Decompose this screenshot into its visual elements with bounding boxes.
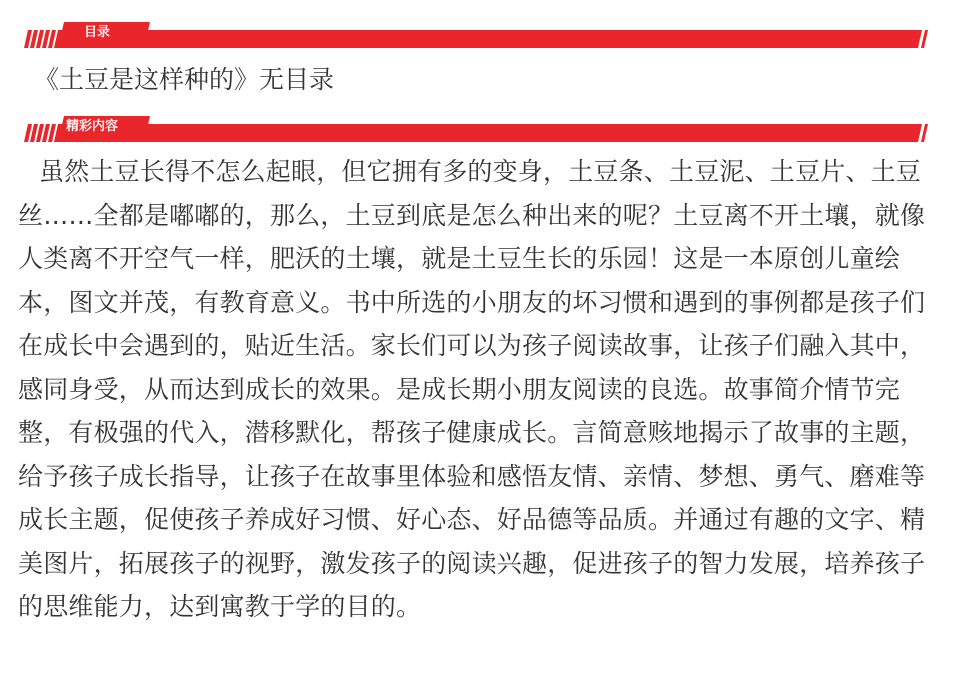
toc-section-label: 目录 [84,25,111,40]
content-header-banner [20,116,928,142]
toc-section-header [20,22,928,48]
content-section-header [20,116,928,142]
content-section-label: 精彩内容 [66,119,119,134]
content-body-text: 虽然土豆长得不怎么起眼，但它拥有多的变身，土豆条、土豆泥、土豆片、土豆丝……全都是嘟嘟的，那么，土豆到底是怎么种出来的呢？土豆离不开土壤，就像人类离不开空气一样，肥沃的土壤，就是土豆生长的乐园！这是一本原创儿童绘本，图文并茂，有教育意义。书中所选的小朋友的坏习惯和遇到的事例都是孩子们在成长中会遇到的，贴近生活。家长们可以为孩子阅读故事，让孩子们融入其中，感同身受，从而达到成长的效果。是成长期小朋友阅读的良选。故事简介情节完整，有极强的代入，潜移默化，帮孩子健康成长。言简意赅地揭示了故事的主题，给予孩子成长指导，让孩子在故事里体验和感悟友情、亲情、梦想、勇气、磨难等成长主题，促使孩子养成好习惯、好心态、好品德等品质。并通过有趣的文字、精美图片，拓展孩子的视野，激发孩子的阅读兴趣，促进孩子的智力发展，培养孩子的思维能力，达到寓教于学的目的。 [18,157,926,621]
toc-header-banner [20,22,928,48]
toc-text: 《土豆是这样种的》无目录 [34,65,335,94]
